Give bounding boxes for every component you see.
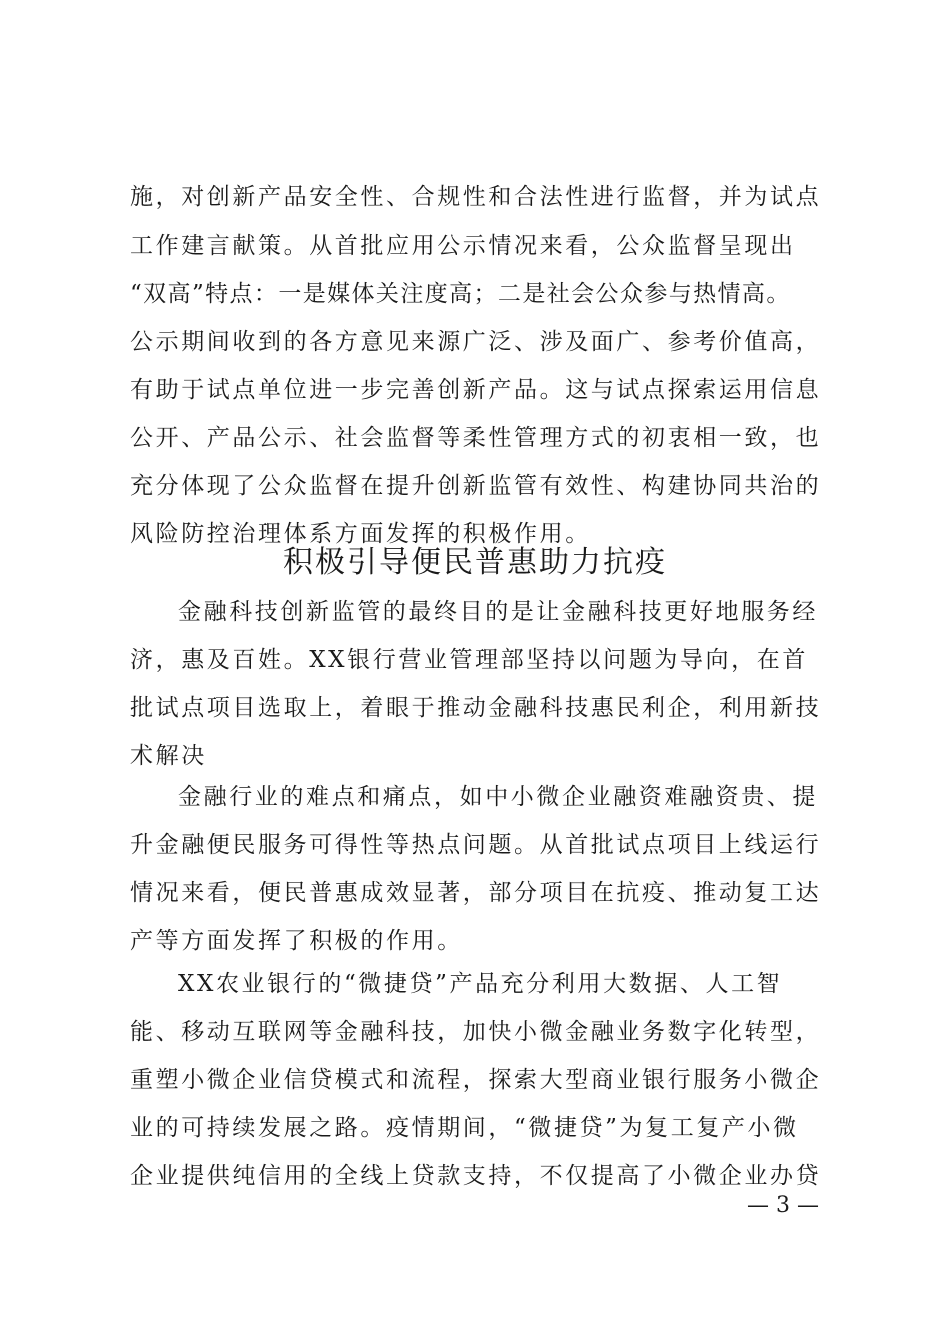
section-heading: 积极引导便民普惠助力抗疫 [283,545,667,580]
paragraph-line: 风险防控治理体系方面发挥的积极作用。 [130,521,591,547]
paragraph-line: 有助于试点单位进一步完善创新产品。这与试点探索运用信息 [130,377,822,403]
paragraph-line: 充分体现了公众监督在提升创新监管有效性、构建协同共治的 [130,473,822,499]
paragraph-line: XX农业银行的“微捷贷”产品充分利用大数据、人工智 [178,971,783,997]
paragraph-line: 批试点项目选取上，着眼于推动金融科技惠民利企，利用新技 [130,695,822,721]
paragraph-line: 工作建言献策。从首批应用公示情况来看，公众监督呈现出 [130,233,796,259]
paragraph-line: 升金融便民服务可得性等热点问题。从首批试点项目上线运行 [130,832,822,858]
paragraph-line: 施，对创新产品安全性、合规性和合法性进行监督，并为试点 [130,184,822,210]
paragraph-line: 济，惠及百姓。XX银行营业管理部坚持以问题为导向，在首 [130,647,808,673]
paragraph-line: 术解决 [130,743,207,769]
paragraph-line: 重塑小微企业信贷模式和流程，探索大型商业银行服务小微企 [130,1067,822,1093]
paragraph-line: 能、移动互联网等金融科技，加快小微金融业务数字化转型， [130,1019,822,1045]
paragraph-line: 金融行业的难点和痛点，如中小微企业融资难融资贵、提 [178,784,818,810]
paragraph-line: 公示期间收到的各方意见来源广泛、涉及面广、参考价值高， [130,329,822,355]
paragraph-line: 公开、产品公示、社会监督等柔性管理方式的初衷相一致，也 [130,425,822,451]
page-number: — 3 — [747,1193,819,1218]
paragraph-line: 产等方面发挥了积极的作用。 [130,928,463,954]
paragraph-line: 业的可持续发展之路。疫情期间，“微捷贷”为复工复产小微 [130,1115,799,1141]
paragraph-line: 金融科技创新监管的最终目的是让金融科技更好地服务经 [178,599,818,625]
paragraph-line: 企业提供纯信用的全线上贷款支持，不仅提高了小微企业办贷 [130,1163,822,1189]
paragraph-line: 情况来看，便民普惠成效显著，部分项目在抗疫、推动复工达 [130,880,822,906]
paragraph-line: “双高”特点：一是媒体关注度高；二是社会公众参与热情高。 [130,281,791,307]
